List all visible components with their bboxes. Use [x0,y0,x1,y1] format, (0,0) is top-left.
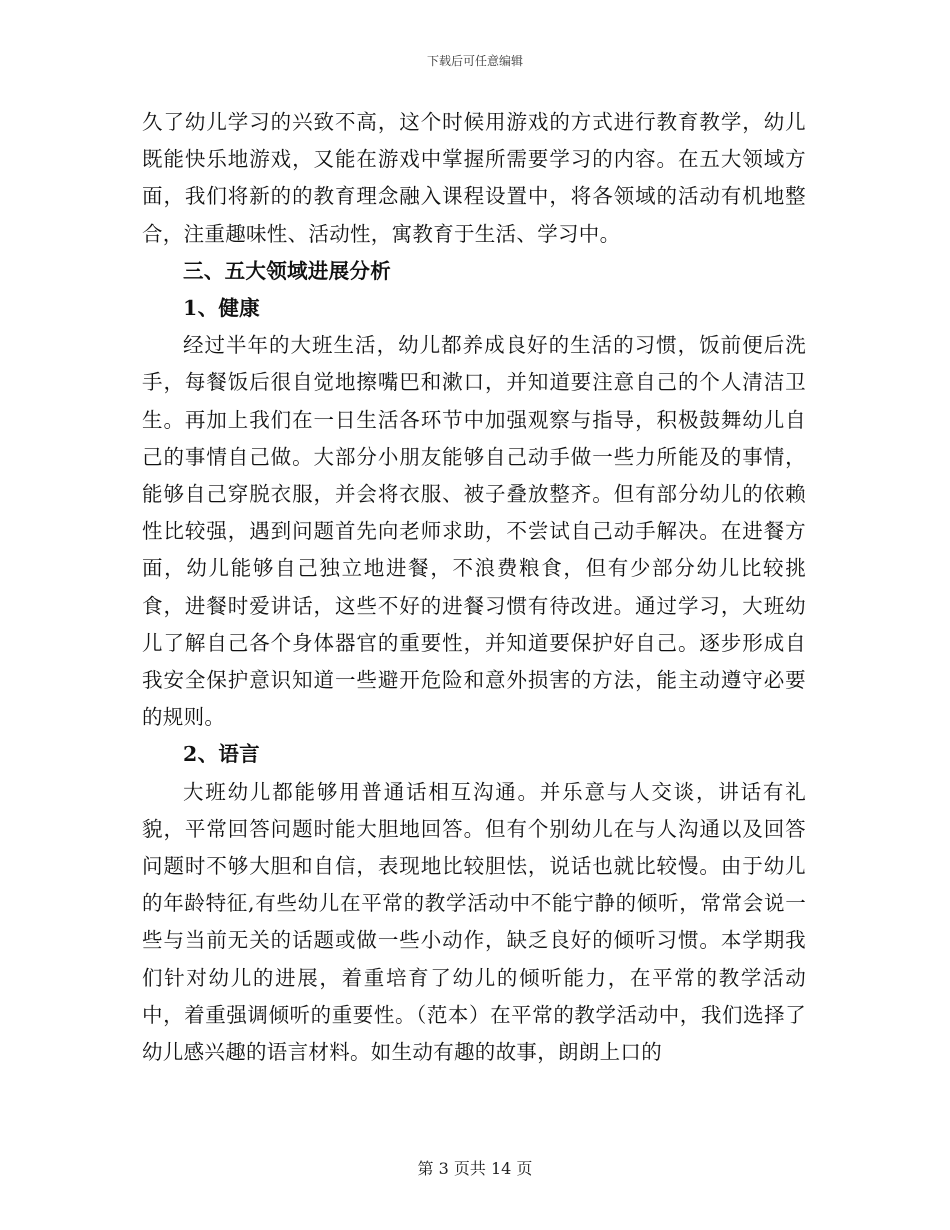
section-heading: 三、五大领域进展分析 [183,258,391,283]
subsection-heading-language: 2、语言 [183,742,260,767]
document-body [142,104,806,1071]
page-header: 下载后可任意编辑 [426,54,523,68]
subsection-heading-health: 1、健康 [183,296,260,321]
paragraph-intro: 久了幼儿学习的兴致不高，这个时候用游戏的方式进行教育教学，幼儿既能快乐地游戏，又能在游戏中掌握所需要学习的内容。在五大领域方面，我们将新的的教育理念融入课程设置中，将各领域的活动有机地整合，注重趣味性、活动性，寓教育于生活、学习中。 [142,110,806,246]
page-footer: 第 3 页共 14 页 [417,1159,533,1178]
paragraph-health: 经过半年的大班生活，幼儿都养成良好的生活的习惯，饭前便后洗手，每餐饭后很自觉地擦嘴巴和漱口，并知道要注意自己的个人清洁卫生。再加上我们在一日生活各环节中加强观察与指导，积极鼓舞幼儿自己的事情自己做。大部分小朋友能够自己动手做一些力所能及的事情，能够自己穿脱衣服，并会将衣服、被子叠放整齐。但有部分幼儿的依赖性比较强，遇到问题首先向老师求助，不尝试自己动手解决。在进餐方面，幼儿能够自己独立地进餐，不浪费粮食，但有少部分幼儿比较挑食，进餐时爱讲话，这些不好的进餐习惯有待改进。通过学习，大班幼儿了解自己各个身体器官的重要性，并知道要保护好自己。逐步形成自我安全保护意识知道一些避开危险和意外损害的方法，能主动遵守必要的规则。 [142,333,806,730]
paragraph-language: 大班幼儿都能够用普通话相互沟通。并乐意与人交谈，讲话有礼貌，平常回答问题时能大胆地回答。但有个别幼儿在与人沟通以及回答问题时不够大胆和自信，表现地比较胆怯，说话也就比较慢。由于幼儿的年龄特征,有些幼儿在平常的教学活动中不能宁静的倾听，常常会说一些与当前无关的话题或做一些小动作，缺乏良好的倾听习惯。本学期我们针对幼儿的进展，着重培育了幼儿的倾听能力，在平常的教学活动中，着重强调倾听的重要性。（范本）在平常的教学活动中，我们选择了幼儿感兴趣的语言材料。如生动有趣的故事，朗朗上口的 [142,779,806,1065]
